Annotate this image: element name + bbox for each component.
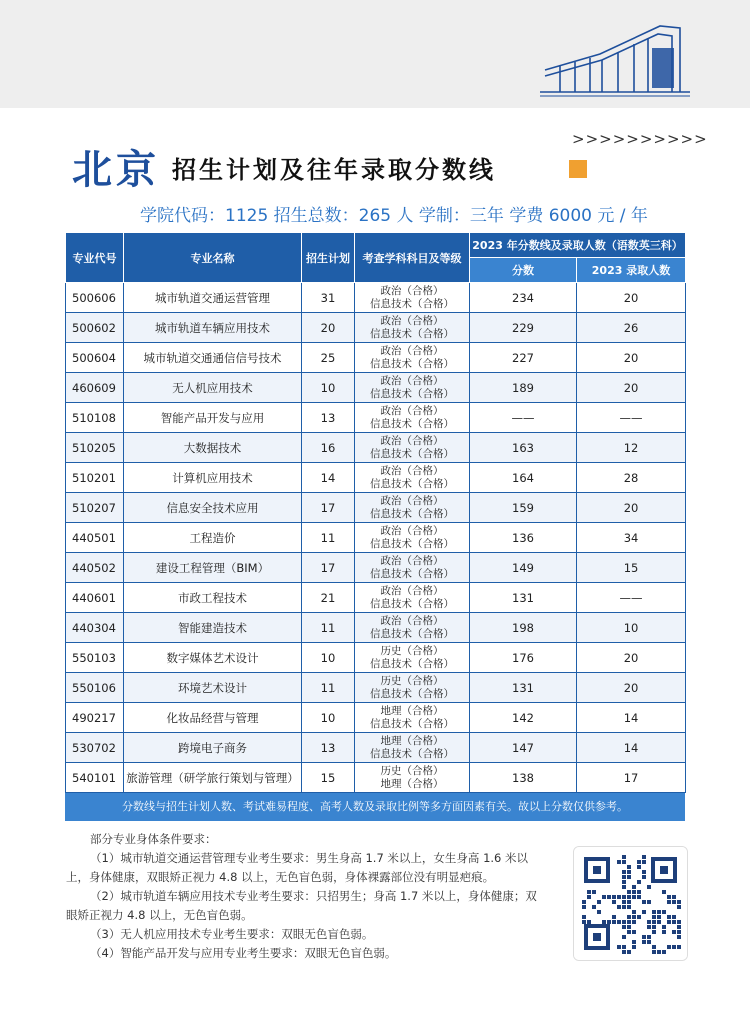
cell-admitted: 20 <box>577 673 686 703</box>
cell-score: 138 <box>470 763 577 793</box>
cell-code: 550106 <box>66 673 124 703</box>
cell-admitted: 20 <box>577 493 686 523</box>
note-item: （3）无人机应用技术专业考生要求：双眼无色盲色弱。 <box>90 927 374 941</box>
cell-subject <box>355 613 470 643</box>
cell-name: 工程造价 <box>124 523 302 553</box>
subject-line: 历史（合格） <box>380 674 444 687</box>
header-plan: 招生计划 <box>302 233 355 283</box>
cell-plan: 13 <box>302 733 355 763</box>
qr-code[interactable] <box>573 846 688 961</box>
cell-plan: 11 <box>302 523 355 553</box>
cell-score: 234 <box>470 283 577 313</box>
subject-line: 信息技术（合格） <box>370 447 454 460</box>
cell-admitted: 20 <box>577 643 686 673</box>
header-subject: 考查学科科目及等级 <box>355 233 470 283</box>
cell-name: 化妆品经营与管理 <box>124 703 302 733</box>
cell-code: 510201 <box>66 463 124 493</box>
decorative-arrows: >>>>>>>>>> <box>572 130 708 148</box>
cell-code: 460609 <box>66 373 124 403</box>
cell-subject <box>355 523 470 553</box>
table-row <box>66 643 686 673</box>
cell-score: 176 <box>470 643 577 673</box>
main-title: 招生计划及往年录取分数线 <box>172 155 496 184</box>
cell-subject <box>355 763 470 793</box>
cell-score: 159 <box>470 493 577 523</box>
subject-line: 历史（合格） <box>380 644 444 657</box>
table-row <box>66 673 686 703</box>
cell-score: 229 <box>470 313 577 343</box>
subject-line: 地理（合格） <box>380 777 444 790</box>
cell-plan: 14 <box>302 463 355 493</box>
cell-admitted: 20 <box>577 373 686 403</box>
subject-line: 政治（合格） <box>380 464 444 477</box>
note-item: （2）城市轨道车辆应用技术专业考生要求：只招男生；身高 1.7 米以上，身体健康；双眼矫正视力 4.8 以上，无色盲色弱。 <box>66 889 537 922</box>
cell-plan: 10 <box>302 643 355 673</box>
cell-subject <box>355 643 470 673</box>
cell-plan: 10 <box>302 703 355 733</box>
subject-line: 信息技术（合格） <box>370 597 454 610</box>
subject-line: 政治（合格） <box>380 404 444 417</box>
cell-name: 无人机应用技术 <box>124 373 302 403</box>
cell-admitted: 12 <box>577 433 686 463</box>
cell-plan: 17 <box>302 493 355 523</box>
table-footer-note: 分数线与招生计划人数、考试难易程度、高考人数及录取比例等多方面因素有关。故以上分数仅供参考。 <box>65 793 685 821</box>
subject-line: 政治（合格） <box>380 434 444 447</box>
header-group: 2023 年分数线及录取人数（语数英三科） <box>470 233 686 258</box>
subject-line: 信息技术（合格） <box>370 387 454 400</box>
header-name: 专业名称 <box>124 233 302 283</box>
note-item: （4）智能产品开发与应用专业考生要求：双眼无色盲色弱。 <box>90 946 397 960</box>
cell-code: 540101 <box>66 763 124 793</box>
cell-plan: 31 <box>302 283 355 313</box>
table-row <box>66 613 686 643</box>
subject-line: 信息技术（合格） <box>370 717 454 730</box>
table-row <box>66 313 686 343</box>
cell-score: 227 <box>470 343 577 373</box>
subject-line: 政治（合格） <box>380 584 444 597</box>
cell-score: 164 <box>470 463 577 493</box>
cell-plan: 21 <box>302 583 355 613</box>
cell-code: 500604 <box>66 343 124 373</box>
cell-code: 440304 <box>66 613 124 643</box>
physical-requirements <box>66 830 546 963</box>
table-row <box>66 403 686 433</box>
subject-line: 政治（合格） <box>380 554 444 567</box>
subject-line: 政治（合格） <box>380 374 444 387</box>
cell-plan: 25 <box>302 343 355 373</box>
cell-name: 城市轨道交通运营管理 <box>124 283 302 313</box>
cell-plan: 13 <box>302 403 355 433</box>
table-row <box>66 493 686 523</box>
cell-subject <box>355 673 470 703</box>
notes-heading: 部分专业身体条件要求： <box>90 832 217 846</box>
table-row <box>66 283 686 313</box>
cell-subject <box>355 433 470 463</box>
cell-admitted: 28 <box>577 463 686 493</box>
cell-plan: 11 <box>302 613 355 643</box>
cell-code: 440501 <box>66 523 124 553</box>
cell-score: 198 <box>470 613 577 643</box>
subject-line: 信息技术（合格） <box>370 327 454 340</box>
cell-name: 市政工程技术 <box>124 583 302 613</box>
city-title: 北京 <box>72 146 160 193</box>
title-accent-square <box>569 160 587 178</box>
cell-code: 550103 <box>66 643 124 673</box>
cell-score: 136 <box>470 523 577 553</box>
cell-plan: 11 <box>302 673 355 703</box>
subject-line: 信息技术（合格） <box>370 357 454 370</box>
table-row <box>66 373 686 403</box>
subject-line: 地理（合格） <box>380 704 444 717</box>
cell-subject <box>355 553 470 583</box>
subject-line: 信息技术（合格） <box>370 297 454 310</box>
cell-admitted: —— <box>577 403 686 433</box>
cell-subject <box>355 283 470 313</box>
cell-subject <box>355 343 470 373</box>
subject-line: 政治（合格） <box>380 344 444 357</box>
table-row <box>66 703 686 733</box>
cell-name: 智能产品开发与应用 <box>124 403 302 433</box>
cell-code: 440502 <box>66 553 124 583</box>
subject-line: 信息技术（合格） <box>370 477 454 490</box>
cell-name: 旅游管理（研学旅行策划与管理） <box>124 763 302 793</box>
campus-gate-illustration <box>540 18 690 100</box>
cell-admitted: 14 <box>577 703 686 733</box>
cell-admitted: 20 <box>577 343 686 373</box>
subject-line: 政治（合格） <box>380 614 444 627</box>
cell-code: 500606 <box>66 283 124 313</box>
cell-subject <box>355 703 470 733</box>
table-row <box>66 733 686 763</box>
cell-score: 149 <box>470 553 577 583</box>
cell-plan: 10 <box>302 373 355 403</box>
cell-name: 跨境电子商务 <box>124 733 302 763</box>
subject-line: 信息技术（合格） <box>370 537 454 550</box>
table-row <box>66 343 686 373</box>
cell-plan: 16 <box>302 433 355 463</box>
cell-code: 510205 <box>66 433 124 463</box>
cell-admitted: 20 <box>577 283 686 313</box>
cell-code: 500602 <box>66 313 124 343</box>
cell-score: 131 <box>470 673 577 703</box>
cell-plan: 17 <box>302 553 355 583</box>
table-row <box>66 433 686 463</box>
cell-score: 189 <box>470 373 577 403</box>
subject-line: 信息技术（合格） <box>370 567 454 580</box>
cell-subject <box>355 493 470 523</box>
header-admitted: 2023 录取人数 <box>577 258 686 283</box>
cell-admitted: —— <box>577 583 686 613</box>
cell-code: 510108 <box>66 403 124 433</box>
cell-admitted: 10 <box>577 613 686 643</box>
cell-code: 440601 <box>66 583 124 613</box>
college-info: 学院代码：1125 招生总数：265 人 学制：三年 学费 6000 元 / 年 <box>140 206 648 226</box>
cell-admitted: 14 <box>577 733 686 763</box>
cell-name: 计算机应用技术 <box>124 463 302 493</box>
cell-admitted: 34 <box>577 523 686 553</box>
cell-name: 城市轨道车辆应用技术 <box>124 313 302 343</box>
subject-line: 信息技术（合格） <box>370 507 454 520</box>
subject-line: 地理（合格） <box>380 734 444 747</box>
cell-subject <box>355 463 470 493</box>
cell-code: 530702 <box>66 733 124 763</box>
subject-line: 政治（合格） <box>380 314 444 327</box>
cell-admitted: 26 <box>577 313 686 343</box>
cell-name: 大数据技术 <box>124 433 302 463</box>
cell-score: 142 <box>470 703 577 733</box>
cell-admitted: 17 <box>577 763 686 793</box>
subject-line: 政治（合格） <box>380 524 444 537</box>
subject-line: 信息技术（合格） <box>370 627 454 640</box>
subject-line: 信息技术（合格） <box>370 417 454 430</box>
cell-subject <box>355 733 470 763</box>
subject-line: 政治（合格） <box>380 284 444 297</box>
subject-line: 政治（合格） <box>380 494 444 507</box>
table-row <box>66 523 686 553</box>
cell-score: 147 <box>470 733 577 763</box>
subject-line: 信息技术（合格） <box>370 687 454 700</box>
cell-name: 城市轨道交通通信信号技术 <box>124 343 302 373</box>
admission-table <box>65 232 685 821</box>
cell-score: —— <box>470 403 577 433</box>
note-item: （1）城市轨道交通运营管理专业考生要求：男生身高 1.7 米以上，女生身高 1.6 米以上，身体健康，双眼矫正视力 4.8 以上，无色盲色弱，身体裸露部位没有明显疤痕。 <box>66 851 529 884</box>
cell-name: 信息安全技术应用 <box>124 493 302 523</box>
cell-score: 131 <box>470 583 577 613</box>
cell-plan: 20 <box>302 313 355 343</box>
subject-line: 历史（合格） <box>380 764 444 777</box>
cell-admitted: 15 <box>577 553 686 583</box>
cell-subject <box>355 403 470 433</box>
header-score: 分数 <box>470 258 577 283</box>
cell-code: 490217 <box>66 703 124 733</box>
cell-subject <box>355 313 470 343</box>
cell-subject <box>355 373 470 403</box>
table-row <box>66 763 686 793</box>
cell-name: 建设工程管理（BIM） <box>124 553 302 583</box>
table-row <box>66 463 686 493</box>
header-code: 专业代号 <box>66 233 124 283</box>
cell-name: 智能建造技术 <box>124 613 302 643</box>
cell-plan: 15 <box>302 763 355 793</box>
cell-code: 510207 <box>66 493 124 523</box>
cell-subject <box>355 583 470 613</box>
subject-line: 信息技术（合格） <box>370 747 454 760</box>
cell-score: 163 <box>470 433 577 463</box>
table-row <box>66 583 686 613</box>
cell-name: 数字媒体艺术设计 <box>124 643 302 673</box>
subject-line: 信息技术（合格） <box>370 657 454 670</box>
cell-name: 环境艺术设计 <box>124 673 302 703</box>
table-row <box>66 553 686 583</box>
